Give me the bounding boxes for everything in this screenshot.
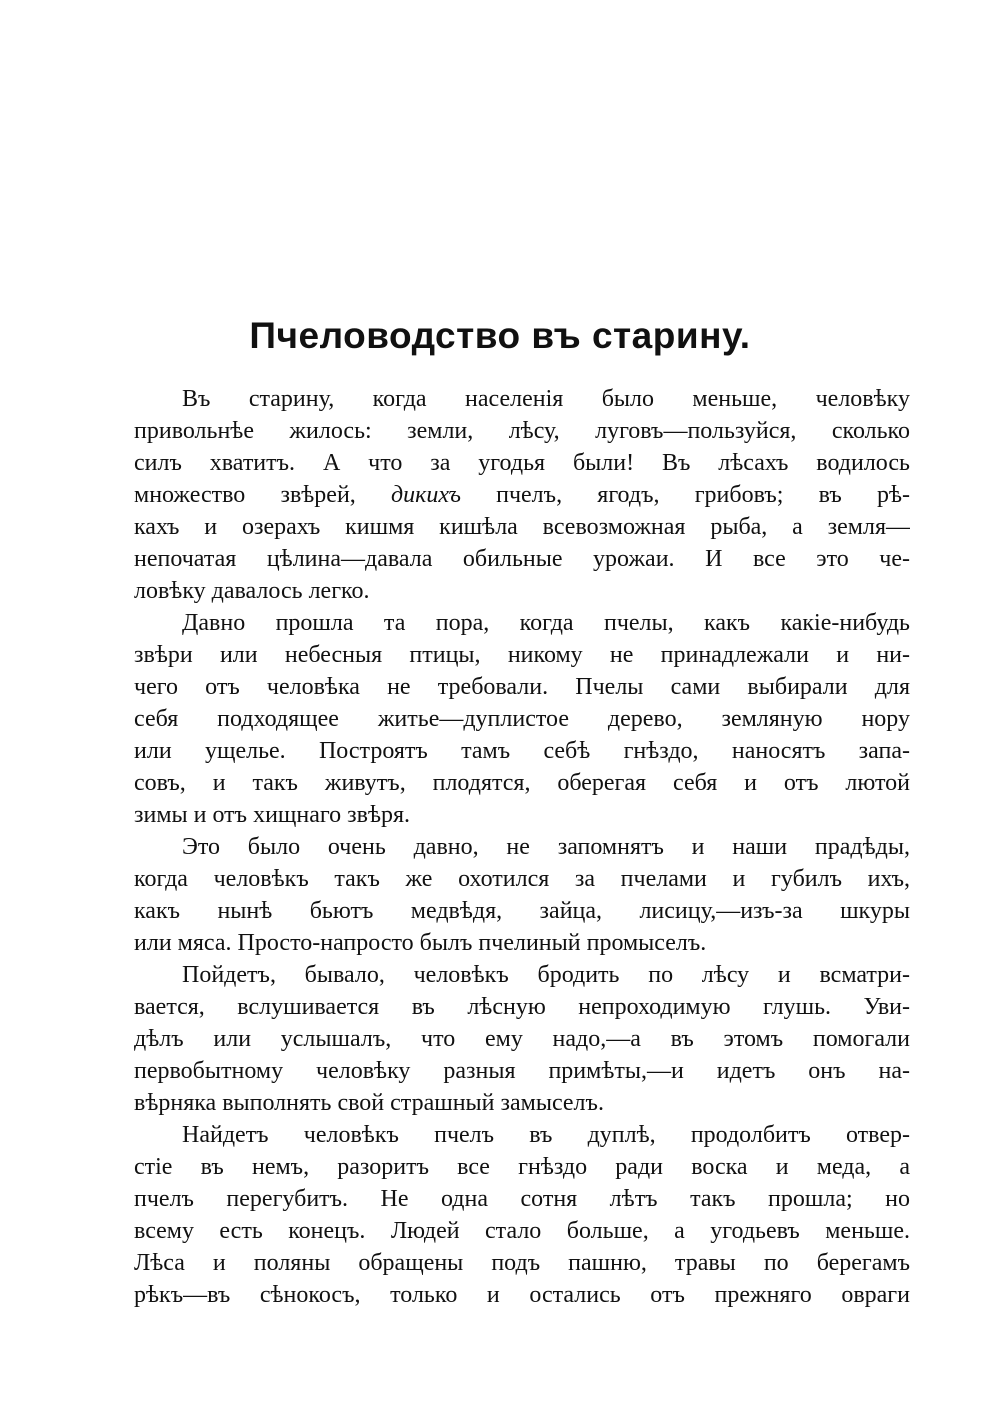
text-line: силъ хватитъ. А что за угодья были! Въ лѣсахъ водилось <box>134 450 910 476</box>
text-line: привольнѣе жилось: земли, лѣсу, луговъ—пользуйся, сколько <box>134 418 910 444</box>
page-title: Пчеловодство въ старину. <box>249 315 751 356</box>
text-line: первобытному человѣку разныя примѣты,—и идетъ онъ на- <box>134 1058 910 1084</box>
paragraph-first-line: Давно прошла та пора, когда пчелы, какъ какіе-нибудь <box>182 610 910 636</box>
text-line: себя подходящее житье—дуплистое дерево, земляную нору <box>134 706 910 732</box>
text-line: всему есть конецъ. Людей стало больше, а угодьевъ меньше. <box>134 1218 910 1244</box>
text-line: непочатая цѣлина—давала обильные урожаи. И все это че- <box>134 546 910 572</box>
paragraph-first-line: Найдетъ человѣкъ пчелъ въ дуплѣ, продолбитъ отвер- <box>182 1122 910 1148</box>
text-line: дѣлъ или услышалъ, что ему надо,—а въ этомъ помогали <box>134 1026 910 1052</box>
text-line: или мяса. Просто-напросто былъ пчелиный промыселъ. <box>134 930 707 956</box>
text-line: пчелъ перегубитъ. Не одна сотня лѣтъ такъ прошла; но <box>134 1186 910 1212</box>
text-line: стіе въ немъ, разоритъ все гнѣздо ради воска и меда, а <box>134 1154 910 1180</box>
text-line: совъ, и такъ живутъ, плодятся, оберегая себя и отъ лютой <box>134 770 910 796</box>
text-line: ловѣку давалось легко. <box>134 578 370 604</box>
paragraph-first-line: Пойдетъ, бывало, человѣкъ бродить по лѣсу и всматри- <box>182 962 910 988</box>
text-line: звѣри или небесныя птицы, никому не принадлежали и ни- <box>134 642 910 668</box>
emphasis-word: дикихъ <box>391 482 461 508</box>
text-line: кахъ и озерахъ кишмя кишѣла всевозможная рыба, а земля— <box>134 514 910 540</box>
text-line: когда человѣкъ такъ же охотился за пчелами и губилъ ихъ, <box>134 866 910 892</box>
text-line: рѣкъ—въ сѣнокосъ, только и остались отъ прежняго овраги <box>134 1282 910 1308</box>
text-line: множество звѣрей, дикихъ пчелъ, ягодъ, грибовъ; въ рѣ- <box>134 482 910 508</box>
body-text <box>134 383 910 1311</box>
text-line: чего отъ человѣка не требовали. Пчелы сами выбирали для <box>134 674 910 700</box>
text-line: какъ нынѣ бьютъ медвѣдя, зайца, лисицу,—изъ-за шкуры <box>134 898 910 924</box>
paragraph-first-line: Это было очень давно, не запомнятъ и наши прадѣды, <box>182 834 910 860</box>
text-line: вѣрняка выполнять свой страшный замыселъ. <box>134 1090 604 1116</box>
text-line: вается, вслушивается въ лѣсную непроходимую глушь. Уви- <box>134 994 910 1020</box>
paragraph-first-line: Въ старину, когда населенія было меньше, человѣку <box>182 386 910 412</box>
text-line: Лѣса и поляны обращены подъ пашню, травы по берегамъ <box>134 1250 910 1276</box>
text-line: или ущелье. Построятъ тамъ себѣ гнѣздо, наносятъ запа- <box>134 738 910 764</box>
text-line: зимы и отъ хищнаго звѣря. <box>134 802 411 828</box>
